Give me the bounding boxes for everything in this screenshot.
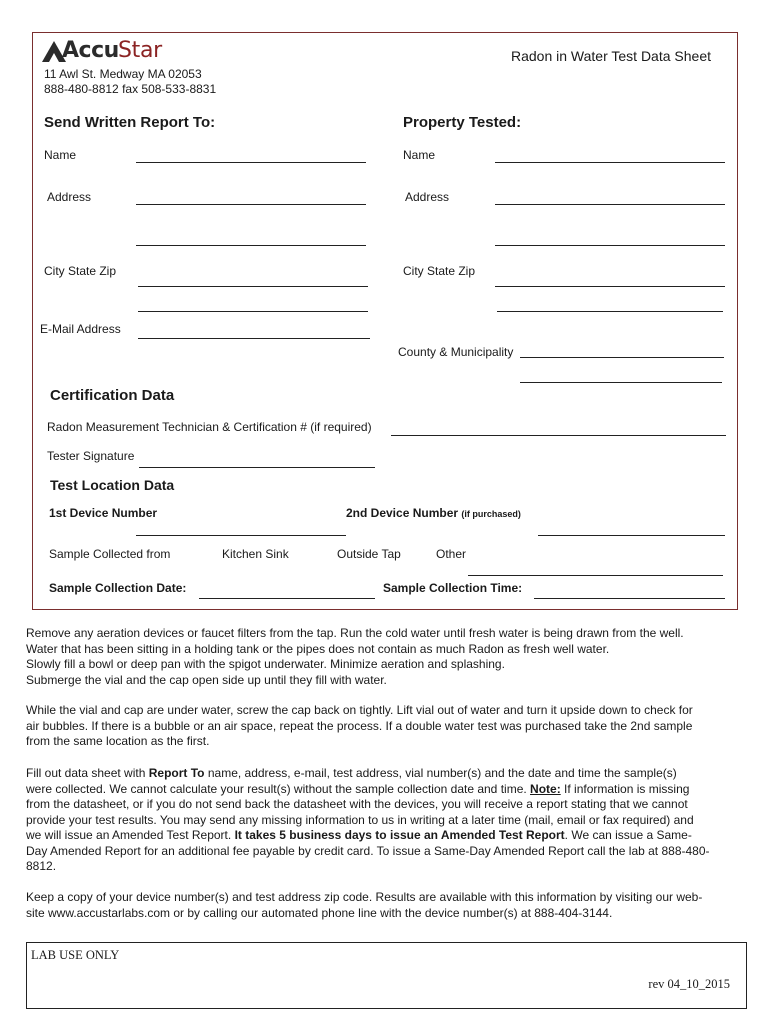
instruction-line: site www.accustarlabs.com or by calling our automated phone line with the device number(s) at 888-404-3144. <box>26 905 613 920</box>
lab-use-label: LAB USE ONLY <box>31 948 120 962</box>
text-span: we will issue an Amended Test Report. <box>26 828 235 842</box>
company-phone: 888-480-8812 fax 508-533-8831 <box>44 82 217 96</box>
report-city-label: City State Zip <box>44 264 117 278</box>
instruction-line: Keep a copy of your device number(s) and test address zip code. Results are available with this information by visiting our web- <box>26 890 703 904</box>
property-name-field[interactable] <box>495 162 725 163</box>
report-to-heading: Send Written Report To: <box>44 114 216 131</box>
logo-text-accu: Accu <box>62 38 119 63</box>
signature-field[interactable] <box>139 467 375 468</box>
device2-label <box>346 506 521 520</box>
property-address-label: Address <box>405 190 450 204</box>
instructions-paragraph-3 <box>26 766 746 875</box>
text-span: . We can issue a Same- <box>564 828 692 842</box>
collection-time-field[interactable] <box>534 598 725 599</box>
report-email-label: E-Mail Address <box>40 322 121 336</box>
instructions-paragraph-4 <box>26 890 746 921</box>
lab-use-box <box>26 942 747 1009</box>
device1-field[interactable] <box>136 535 346 536</box>
option-kitchen-sink[interactable]: Kitchen Sink <box>222 547 289 561</box>
instruction-line: provide your test results. You may send any missing information to us in writing at a later time (mail, email or fax required) and <box>26 812 694 827</box>
text-span: were collected. We cannot calculate your result(s) without the sample collection date and time. <box>26 781 531 796</box>
report-city-field[interactable] <box>138 286 368 287</box>
page-title: Radon in Water Test Data Sheet <box>511 48 711 64</box>
device2-field[interactable] <box>538 535 725 536</box>
instruction-line: 8812. <box>26 859 57 873</box>
business-days-emphasis: It takes 5 business days to issue an Amended Test Report <box>234 828 565 842</box>
instruction-line: from the datasheet, or if you do not send back the datasheet with the devices, you will receive a report stating that we cannot <box>26 797 688 811</box>
text-span: Fill out data sheet with <box>26 766 149 780</box>
instruction-line: from the same location as the first. <box>26 734 210 748</box>
device2-label-text: 2nd Device Number <box>346 506 459 520</box>
collection-time-label: Sample Collection Time: <box>383 581 523 595</box>
signature-label: Tester Signature <box>47 449 135 463</box>
instruction-line <box>26 782 746 798</box>
report-address-field-2[interactable] <box>136 245 366 246</box>
option-outside-tap[interactable]: Outside Tap <box>337 547 401 561</box>
county-field[interactable] <box>520 357 724 358</box>
logo-text-star: Star <box>118 38 162 63</box>
report-name-field[interactable] <box>136 162 366 163</box>
report-to-emphasis: Report To <box>148 766 205 780</box>
certification-heading: Certification Data <box>50 387 175 404</box>
option-other[interactable]: Other <box>436 547 467 561</box>
instruction-line <box>26 828 746 844</box>
other-field[interactable] <box>468 575 723 576</box>
report-address-label: Address <box>47 190 92 204</box>
device2-note: (if purchased) <box>461 509 521 519</box>
instructions-paragraph-2 <box>26 703 746 750</box>
instruction-line: Day Amended Report for an additional fee payable by credit card. To issue a Same-Day Amended Report call the lab at 888-480- <box>26 843 710 858</box>
report-city-field-2[interactable] <box>138 311 368 312</box>
instruction-line: air bubbles. If there is a bubble or an air space, repeat the process. If a double water test was purchased take the 2nd sample <box>26 718 693 733</box>
instructions-paragraph-1 <box>26 626 746 688</box>
note-emphasis: Note: <box>530 781 561 796</box>
property-city-field[interactable] <box>495 286 725 287</box>
collection-date-label: Sample Collection Date: <box>49 581 187 595</box>
county-field-2[interactable] <box>520 382 722 383</box>
company-address: 11 Awl St. Medway MA 02053 <box>44 67 202 81</box>
property-address-field-2[interactable] <box>495 245 725 246</box>
report-email-field[interactable] <box>138 338 370 339</box>
text-span: If information is missing <box>560 781 690 796</box>
instruction-line: While the vial and cap are under water, screw the cap back on tightly. Lift vial out of water and turn it upside down to check for <box>26 703 693 717</box>
county-label: County & Municipality <box>398 345 514 359</box>
test-location-heading: Test Location Data <box>50 477 175 493</box>
revision-label: rev 04_10_2015 <box>648 977 730 991</box>
instruction-line: Submerge the vial and the cap open side up until they fill with water. <box>26 672 387 687</box>
report-name-label: Name <box>44 148 77 162</box>
instruction-line: Water that has been sitting in a holding tank or the pipes does not contain as much Radon as fresh well water. <box>26 641 610 656</box>
technician-label: Radon Measurement Technician & Certification # (if required) <box>47 420 372 434</box>
text-span: name, address, e-mail, test address, vial number(s) and the date and time the sample(s) <box>204 766 677 780</box>
property-tested-heading: Property Tested: <box>403 114 522 131</box>
technician-field[interactable] <box>391 435 726 436</box>
property-city-field-2[interactable] <box>497 311 723 312</box>
sample-from-label: Sample Collected from <box>49 547 171 561</box>
instruction-line: Remove any aeration devices or faucet filters from the tap. Run the cold water until fresh water is being drawn from the well. <box>26 626 684 640</box>
property-city-label: City State Zip <box>403 264 476 278</box>
device1-label: 1st Device Number <box>49 506 158 520</box>
collection-date-field[interactable] <box>199 598 375 599</box>
property-name-label: Name <box>403 148 436 162</box>
report-address-field[interactable] <box>136 204 366 205</box>
property-address-field[interactable] <box>495 204 725 205</box>
instruction-line: Slowly fill a bowl or deep pan with the spigot underwater. Minimize aeration and splashing. <box>26 657 505 671</box>
instruction-line <box>26 766 746 782</box>
